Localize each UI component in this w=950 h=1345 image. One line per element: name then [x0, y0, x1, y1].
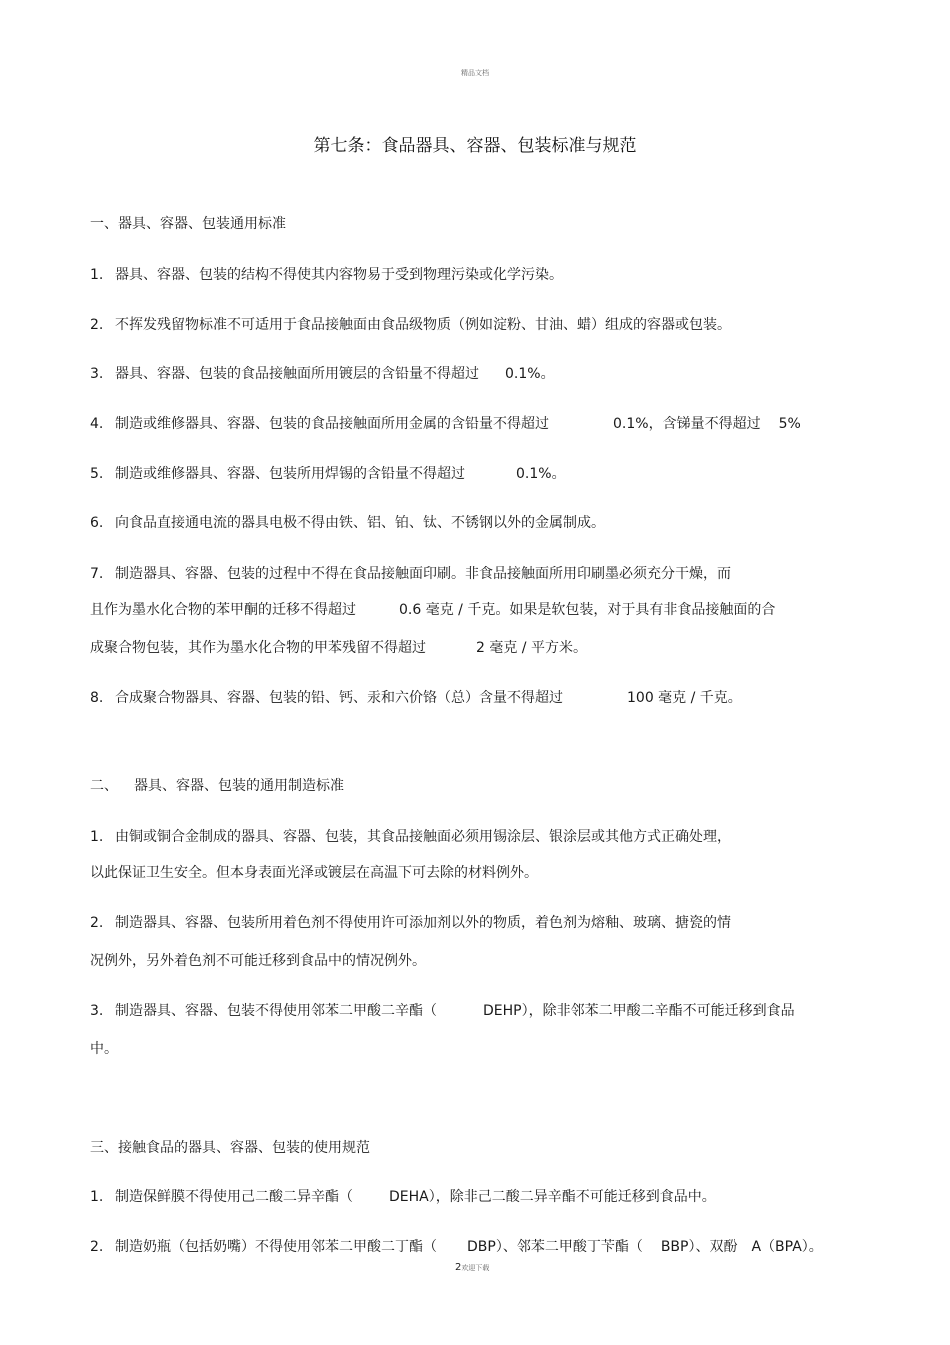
item-text: 成聚合物包装，其作为墨水化合物的甲苯残留不得超过: [90, 640, 426, 656]
s3-item-1: [90, 1186, 716, 1206]
s2-item-3: [90, 1000, 795, 1020]
s2-item-3-line2: 中。: [90, 1041, 118, 1057]
item-number: 1.: [90, 829, 104, 845]
section1-heading: 一、器具、容器、包装通用标准: [90, 216, 286, 232]
item-value-2: BBP）、双酚: [660, 1239, 738, 1255]
item-number: 5.: [90, 466, 104, 482]
item-text: 器具、容器、包装的结构不得使其内容物易于受到物理污染或化学污染。: [115, 267, 563, 283]
s1-item-3: [90, 363, 555, 383]
item-value: 0.1%。: [516, 466, 566, 482]
item-text: 制造器具、容器、包装不得使用邻苯二甲酸二辛酯（: [115, 1003, 437, 1019]
section3-heading: 三、接触食品的器具、容器、包装的使用规范: [90, 1140, 370, 1156]
s2-item-2-line2: 况例外，另外着色剂不可能迁移到食品中的情况例外。: [90, 953, 426, 969]
item-text: 器具、容器、包装的食品接触面所用镀层的含铅量不得超过: [115, 366, 479, 382]
item-value: 0.1%，含锑量不得超过: [613, 416, 761, 432]
item-value: DBP）、邻苯二甲酸丁苄酯（: [467, 1239, 643, 1255]
item-value: 100 毫克 / 千克。: [627, 690, 742, 706]
item-text: 制造器具、容器、包装所用着色剂不得使用许可添加剂以外的物质，着色剂为熔釉、玻璃、搪瓷的情: [115, 915, 731, 931]
item-number: 7.: [90, 566, 104, 582]
page-header: 精品文档: [461, 69, 489, 77]
item-text: 制造奶瓶（包括奶嘴）不得使用邻苯二甲酸二丁酯（: [115, 1239, 437, 1255]
item-number: 1.: [90, 267, 104, 283]
item-number: 4.: [90, 416, 104, 432]
s1-item-6: [90, 512, 605, 532]
s2-item-2: [90, 912, 731, 932]
item-number: 2.: [90, 317, 104, 333]
item-text: 由铜或铜合金制成的器具、容器、包装，其食品接触面必须用锡涂层、银涂层或其他方式正确处理，: [115, 829, 731, 845]
item-text: 制造保鲜膜不得使用己二酸二异辛酯（: [115, 1189, 353, 1205]
item-text: 向食品直接通电流的器具电极不得由铁、铝、铂、钛、不锈钢以外的金属制成。: [115, 515, 605, 531]
page-number: 2: [455, 1262, 462, 1273]
item-number: 6.: [90, 515, 104, 531]
item-value: 2 毫克 / 平方米。: [476, 640, 587, 656]
item-value-2: 5%: [778, 416, 801, 432]
s1-item-7-line3: [90, 637, 587, 657]
s3-item-2: [90, 1236, 823, 1256]
s1-item-7-line2: [90, 599, 775, 619]
item-value-3: A（BPA）。: [751, 1239, 823, 1255]
section-number: 二、: [90, 778, 118, 794]
item-number: 2.: [90, 1239, 104, 1255]
item-number: 1.: [90, 1189, 104, 1205]
item-text: 制造或维修器具、容器、包装所用焊锡的含铅量不得超过: [115, 466, 465, 482]
item-value: DEHP），除非邻苯二甲酸二辛酯不可能迁移到食品: [483, 1003, 795, 1019]
s1-item-7: [90, 563, 731, 583]
s1-item-8: [90, 687, 742, 707]
page-title: 第七条：食品器具、容器、包装标准与规范: [313, 136, 637, 156]
item-text: 不挥发残留物标准不可适用于食品接触面由食品级物质（例如淀粉、甘油、蜡）组成的容器或包装。: [115, 317, 731, 333]
s1-item-2: [90, 314, 731, 334]
item-number: 3.: [90, 366, 104, 382]
item-number: 3.: [90, 1003, 104, 1019]
s2-item-1-line2: 以此保证卫生安全。但本身表面光泽或镀层在高温下可去除的材料例外。: [90, 865, 538, 881]
item-number: 8.: [90, 690, 104, 706]
page-footer: [455, 1262, 489, 1273]
s1-item-5: [90, 463, 566, 483]
s1-item-4: [90, 413, 801, 433]
item-text: 制造或维修器具、容器、包装的食品接触面所用金属的含铅量不得超过: [115, 416, 549, 432]
item-text: 且作为墨水化合物的苯甲酮的迁移不得超过: [90, 602, 356, 618]
section-title: 器具、容器、包装的通用制造标准: [134, 778, 344, 794]
item-text: 制造器具、容器、包装的过程中不得在食品接触面印刷。非食品接触面所用印刷墨必须充分干燥，而: [115, 566, 731, 582]
item-value: 0.6 毫克 / 千克。如果是软包装，对于具有非食品接触面的合: [399, 602, 776, 618]
s1-item-1: [90, 264, 563, 284]
item-value: DEHA），除非己二酸二异辛酯不可能迁移到食品中。: [389, 1189, 716, 1205]
s2-item-1: [90, 826, 731, 846]
item-value: 0.1%。: [505, 366, 555, 382]
item-number: 2.: [90, 915, 104, 931]
footer-note: 欢迎下载: [461, 1264, 490, 1272]
section2-heading: [90, 775, 344, 795]
item-text: 合成聚合物器具、容器、包装的铅、钙、汞和六价铬（总）含量不得超过: [115, 690, 563, 706]
